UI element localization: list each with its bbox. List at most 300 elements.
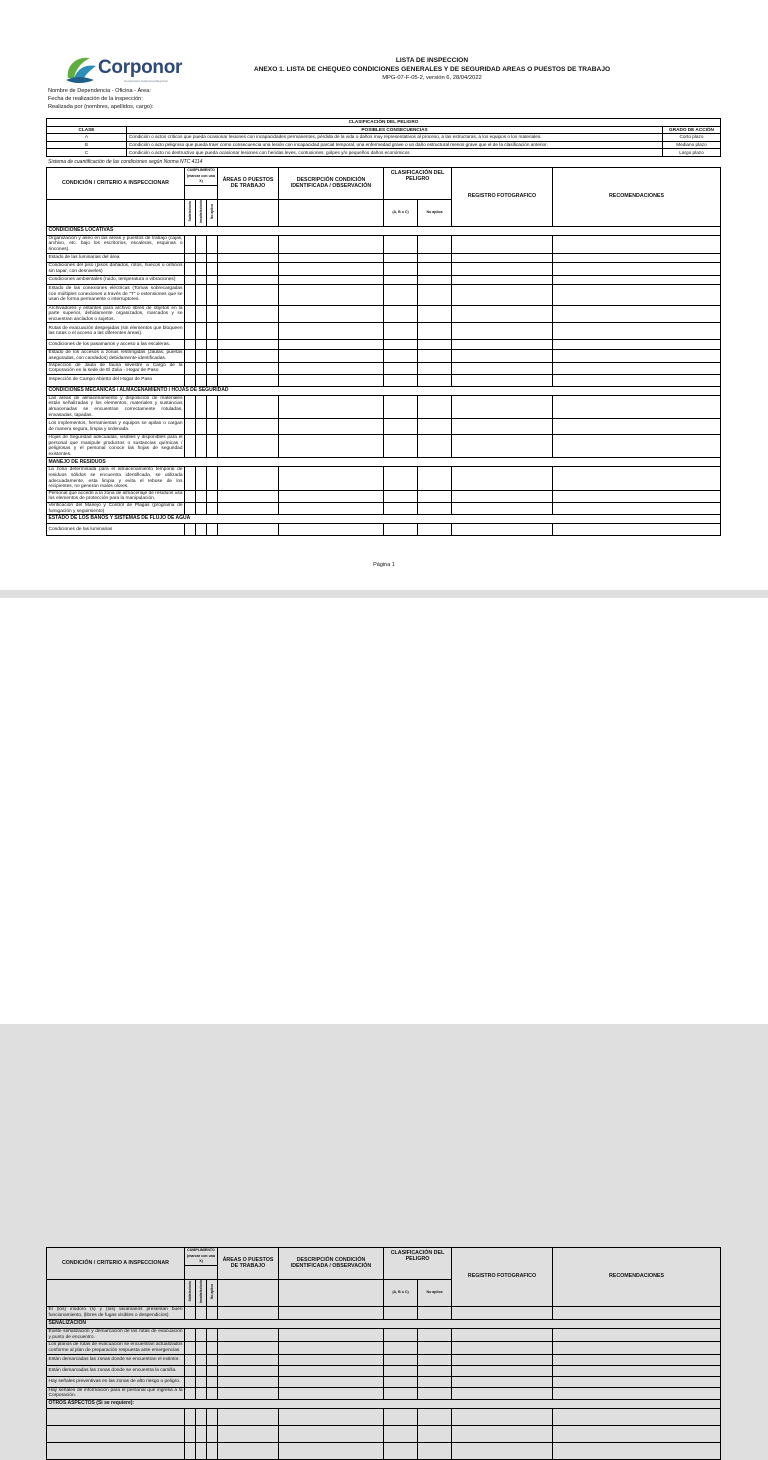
recommendation-cell[interactable] <box>553 235 721 253</box>
danger-na-cell[interactable] <box>418 1341 452 1354</box>
satisfactory-checkbox[interactable] <box>185 275 196 284</box>
danger-na-cell[interactable] <box>418 1365 452 1376</box>
photo-cell[interactable] <box>452 235 553 253</box>
not-applicable-checkbox[interactable] <box>207 467 218 490</box>
not-applicable-checkbox[interactable] <box>207 1387 218 1399</box>
satisfactory-checkbox[interactable] <box>185 524 196 536</box>
danger-class-cell[interactable] <box>384 524 418 536</box>
blank-cell[interactable] <box>418 1425 452 1442</box>
hazard-table-title: CLASIFICACIÓN DEL PELIGRO <box>47 119 721 127</box>
areas-cell[interactable] <box>218 1365 279 1376</box>
blank-row <box>47 1425 721 1442</box>
photo-cell[interactable] <box>452 395 553 418</box>
unsatisfactory-checkbox[interactable] <box>196 305 207 323</box>
unsatisfactory-checkbox[interactable] <box>196 374 207 386</box>
description-cell[interactable] <box>279 1387 384 1399</box>
danger-class-cell[interactable] <box>384 467 418 490</box>
not-applicable-checkbox[interactable] <box>207 1306 218 1319</box>
description-cell[interactable] <box>279 503 384 515</box>
photo-cell[interactable] <box>452 467 553 490</box>
unsatisfactory-checkbox[interactable] <box>196 1387 207 1399</box>
areas-cell[interactable] <box>218 350 279 362</box>
recommendation-cell[interactable] <box>553 467 721 490</box>
photo-cell[interactable] <box>452 253 553 262</box>
not-applicable-checkbox[interactable] <box>207 419 218 435</box>
satisfactory-checkbox[interactable] <box>185 419 196 435</box>
unsatisfactory-checkbox[interactable] <box>196 235 207 253</box>
description-cell[interactable] <box>279 524 384 536</box>
hazard-classification-table <box>46 118 721 157</box>
not-applicable-checkbox[interactable] <box>207 490 218 502</box>
recommendation-cell[interactable] <box>553 284 721 305</box>
danger-class-cell[interactable] <box>384 395 418 418</box>
satisfactory-checkbox[interactable] <box>185 1365 196 1376</box>
recommendation-cell[interactable] <box>553 275 721 284</box>
photo-cell[interactable] <box>452 262 553 275</box>
blank-cell[interactable] <box>218 1442 279 1459</box>
not-applicable-checkbox[interactable] <box>207 374 218 386</box>
description-cell[interactable] <box>279 284 384 305</box>
col-unsatisfactory: Insatisfactorio <box>196 1280 207 1307</box>
blank-cell[interactable] <box>384 1408 418 1425</box>
document-header <box>200 56 664 83</box>
areas-cell[interactable] <box>218 284 279 305</box>
unsatisfactory-checkbox[interactable] <box>196 262 207 275</box>
recommendation-cell[interactable] <box>553 323 721 340</box>
areas-cell[interactable] <box>218 467 279 490</box>
recommendation-cell[interactable] <box>553 490 721 502</box>
danger-na-cell[interactable] <box>418 1354 452 1365</box>
satisfactory-checkbox[interactable] <box>185 467 196 490</box>
blank-cell[interactable] <box>279 1425 384 1442</box>
recommendation-cell[interactable] <box>553 350 721 362</box>
danger-na-cell[interactable] <box>418 362 452 374</box>
criteria-spacer <box>47 1280 185 1307</box>
photo-cell[interactable] <box>452 419 553 435</box>
satisfactory-checkbox[interactable] <box>185 323 196 340</box>
unsatisfactory-checkbox[interactable] <box>196 1354 207 1365</box>
danger-class-cell[interactable] <box>384 253 418 262</box>
col-abc: (A, B o C) <box>384 200 418 227</box>
blank-cell[interactable] <box>196 1408 207 1425</box>
blank-cell[interactable] <box>553 1442 721 1459</box>
hazard-col-consequences: POSIBLES CONSECUENCIAS <box>127 126 663 134</box>
col-na: No aplica <box>418 200 452 227</box>
not-applicable-checkbox[interactable] <box>207 395 218 418</box>
danger-class-cell[interactable] <box>384 1306 418 1319</box>
photo-cell[interactable] <box>452 1376 553 1387</box>
danger-na-cell[interactable] <box>418 305 452 323</box>
photo-cell[interactable] <box>452 1341 553 1354</box>
satisfactory-checkbox[interactable] <box>185 435 196 458</box>
description-cell[interactable] <box>279 1328 384 1341</box>
checklist-row <box>47 395 721 418</box>
not-applicable-checkbox[interactable] <box>207 1365 218 1376</box>
areas-cell[interactable] <box>218 419 279 435</box>
blank-cell[interactable] <box>47 1442 185 1459</box>
col-not-applicable: No aplica <box>207 200 218 227</box>
description-cell[interactable] <box>279 467 384 490</box>
blank-cell[interactable] <box>384 1442 418 1459</box>
description-cell[interactable] <box>279 435 384 458</box>
recommendation-cell[interactable] <box>553 1387 721 1399</box>
not-applicable-checkbox[interactable] <box>207 262 218 275</box>
photo-cell[interactable] <box>452 323 553 340</box>
criterion-text: Inspección de Campo Abierto del Hogar de Paso <box>47 374 185 386</box>
blank-cell[interactable] <box>185 1442 196 1459</box>
document-title: LISTA DE INSPECCION <box>395 57 469 64</box>
unsatisfactory-checkbox[interactable] <box>196 395 207 418</box>
unsatisfactory-checkbox[interactable] <box>196 467 207 490</box>
description-cell[interactable] <box>279 253 384 262</box>
not-applicable-checkbox[interactable] <box>207 340 218 350</box>
areas-cell[interactable] <box>218 340 279 350</box>
blank-cell[interactable] <box>218 1408 279 1425</box>
description-cell[interactable] <box>279 1365 384 1376</box>
danger-na-cell[interactable] <box>418 1387 452 1399</box>
photo-cell[interactable] <box>452 340 553 350</box>
description-cell[interactable] <box>279 1341 384 1354</box>
areas-cell[interactable] <box>218 253 279 262</box>
not-applicable-checkbox[interactable] <box>207 275 218 284</box>
description-cell[interactable] <box>279 374 384 386</box>
not-applicable-checkbox[interactable] <box>207 305 218 323</box>
blank-cell[interactable] <box>196 1442 207 1459</box>
description-cell[interactable] <box>279 362 384 374</box>
photo-cell[interactable] <box>452 503 553 515</box>
satisfactory-checkbox[interactable] <box>185 1328 196 1341</box>
criterion-text: Personal que accede a la zona de almacenaje de residuos usa los elementos de protección para la manipulación. <box>48 490 183 502</box>
photo-cell[interactable] <box>452 305 553 323</box>
photo-cell[interactable] <box>452 435 553 458</box>
unsatisfactory-checkbox[interactable] <box>196 503 207 515</box>
areas-cell[interactable] <box>218 524 279 536</box>
areas-cell[interactable] <box>218 490 279 502</box>
danger-class-cell[interactable] <box>384 374 418 386</box>
danger-class-cell[interactable] <box>384 350 418 362</box>
corponor-leaf-icon <box>64 54 98 84</box>
not-applicable-checkbox[interactable] <box>207 1354 218 1365</box>
blank-cell[interactable] <box>279 1408 384 1425</box>
description-cell[interactable] <box>279 305 384 323</box>
photo-cell[interactable] <box>452 284 553 305</box>
logo-wordmark: Corponor <box>98 57 183 78</box>
danger-na-cell[interactable] <box>418 435 452 458</box>
not-applicable-checkbox[interactable] <box>207 1341 218 1354</box>
danger-class-cell[interactable] <box>384 1376 418 1387</box>
unsatisfactory-checkbox[interactable] <box>196 1306 207 1319</box>
unsatisfactory-checkbox[interactable] <box>196 350 207 362</box>
checklist-row <box>47 1328 721 1341</box>
blank-cell[interactable] <box>418 1408 452 1425</box>
unsatisfactory-checkbox[interactable] <box>196 275 207 284</box>
satisfactory-checkbox[interactable] <box>185 284 196 305</box>
description-cell[interactable] <box>279 1376 384 1387</box>
satisfactory-checkbox[interactable] <box>185 490 196 502</box>
blank-cell[interactable] <box>553 1408 721 1425</box>
checklist-table-page-1 <box>46 167 721 536</box>
description-cell[interactable] <box>279 1354 384 1365</box>
not-applicable-checkbox[interactable] <box>207 435 218 458</box>
blank-cell[interactable] <box>418 1442 452 1459</box>
photo-cell[interactable] <box>452 1365 553 1376</box>
danger-class-cell[interactable] <box>384 490 418 502</box>
satisfactory-checkbox[interactable] <box>185 1354 196 1365</box>
unsatisfactory-checkbox[interactable] <box>196 524 207 536</box>
not-applicable-checkbox[interactable] <box>207 323 218 340</box>
areas-cell[interactable] <box>218 395 279 418</box>
areas-cell[interactable] <box>218 1328 279 1341</box>
danger-class-cell[interactable] <box>384 1341 418 1354</box>
blank-cell[interactable] <box>384 1425 418 1442</box>
unsatisfactory-checkbox[interactable] <box>196 1365 207 1376</box>
danger-na-cell[interactable] <box>418 395 452 418</box>
areas-cell[interactable] <box>218 503 279 515</box>
not-applicable-checkbox[interactable] <box>207 350 218 362</box>
col-recommendations: RECOMENDACIONES <box>553 1248 721 1307</box>
blank-cell[interactable] <box>218 1425 279 1442</box>
danger-na-cell[interactable] <box>418 503 452 515</box>
areas-cell[interactable] <box>218 275 279 284</box>
danger-na-cell[interactable] <box>418 340 452 350</box>
not-applicable-checkbox[interactable] <box>207 1328 218 1341</box>
checklist-row <box>47 1341 721 1354</box>
recommendation-cell[interactable] <box>553 262 721 275</box>
danger-na-cell[interactable] <box>418 235 452 253</box>
satisfactory-checkbox[interactable] <box>185 340 196 350</box>
section-title: SEÑALIZACION <box>47 1319 721 1328</box>
criterion-text: Están demarcadas las zonas donde se encuentra la camilla. <box>47 1365 185 1376</box>
blank-cell[interactable] <box>47 1425 185 1442</box>
photo-cell[interactable] <box>452 1328 553 1341</box>
photo-cell[interactable] <box>452 1387 553 1399</box>
not-applicable-checkbox[interactable] <box>207 503 218 515</box>
satisfactory-checkbox[interactable] <box>185 503 196 515</box>
description-cell[interactable] <box>279 323 384 340</box>
unsatisfactory-checkbox[interactable] <box>196 490 207 502</box>
danger-na-cell[interactable] <box>418 467 452 490</box>
document-page-1 <box>0 0 768 590</box>
checklist-row <box>47 1387 721 1399</box>
satisfactory-checkbox[interactable] <box>185 262 196 275</box>
description-cell[interactable] <box>279 1306 384 1319</box>
not-applicable-checkbox[interactable] <box>207 253 218 262</box>
hazard-class: C <box>47 149 127 157</box>
description-cell[interactable] <box>279 350 384 362</box>
col-satisfactory: Satisfactorio <box>185 200 196 227</box>
unsatisfactory-checkbox[interactable] <box>196 435 207 458</box>
photo-cell[interactable] <box>452 362 553 374</box>
col-satisfactory: Satisfactorio <box>185 1280 196 1307</box>
satisfactory-checkbox[interactable] <box>185 253 196 262</box>
danger-class-cell[interactable] <box>384 362 418 374</box>
areas-cell[interactable] <box>218 262 279 275</box>
danger-class-cell[interactable] <box>384 1328 418 1341</box>
blank-cell[interactable] <box>553 1425 721 1442</box>
danger-na-cell[interactable] <box>418 323 452 340</box>
areas-cell[interactable] <box>218 362 279 374</box>
danger-na-cell[interactable] <box>418 1328 452 1341</box>
blank-cell[interactable] <box>185 1425 196 1442</box>
description-cell[interactable] <box>279 340 384 350</box>
recommendation-cell[interactable] <box>553 419 721 435</box>
recommendation-cell[interactable] <box>553 395 721 418</box>
recommendation-cell[interactable] <box>553 524 721 536</box>
unsatisfactory-checkbox[interactable] <box>196 1341 207 1354</box>
satisfactory-checkbox[interactable] <box>185 350 196 362</box>
danger-na-cell[interactable] <box>418 284 452 305</box>
recommendation-cell[interactable] <box>553 435 721 458</box>
criterion-text: El (los) inodoro (s) y (los) lavamanos presentan buen funcionamiento, (libres de fugas visibles o despendicios) <box>48 1307 183 1318</box>
danger-class-cell[interactable] <box>384 275 418 284</box>
areas-cell[interactable] <box>218 235 279 253</box>
danger-class-cell[interactable] <box>384 323 418 340</box>
unsatisfactory-checkbox[interactable] <box>196 323 207 340</box>
areas-cell[interactable] <box>218 305 279 323</box>
blank-cell[interactable] <box>452 1442 553 1459</box>
blank-cell[interactable] <box>207 1425 218 1442</box>
danger-class-cell[interactable] <box>384 1365 418 1376</box>
areas-cell[interactable] <box>218 374 279 386</box>
blank-cell[interactable] <box>196 1425 207 1442</box>
unsatisfactory-checkbox[interactable] <box>196 419 207 435</box>
description-cell[interactable] <box>279 235 384 253</box>
checklist-header-row-1 <box>47 168 721 186</box>
recommendation-cell[interactable] <box>553 503 721 515</box>
danger-class-cell[interactable] <box>384 503 418 515</box>
unsatisfactory-checkbox[interactable] <box>196 1328 207 1341</box>
not-applicable-checkbox[interactable] <box>207 284 218 305</box>
blank-cell[interactable] <box>47 1408 185 1425</box>
areas-cell[interactable] <box>218 1306 279 1319</box>
recommendation-cell[interactable] <box>553 1328 721 1341</box>
photo-cell[interactable] <box>452 1306 553 1319</box>
description-cell[interactable] <box>279 490 384 502</box>
satisfactory-checkbox[interactable] <box>185 235 196 253</box>
photo-cell[interactable] <box>452 275 553 284</box>
checklist-section <box>47 226 721 235</box>
recommendation-cell[interactable] <box>553 362 721 374</box>
satisfactory-checkbox[interactable] <box>185 395 196 418</box>
not-applicable-checkbox[interactable] <box>207 362 218 374</box>
satisfactory-checkbox[interactable] <box>185 1306 196 1319</box>
blank-cell[interactable] <box>279 1442 384 1459</box>
photo-cell[interactable] <box>452 490 553 502</box>
recommendation-cell[interactable] <box>553 1354 721 1365</box>
danger-na-cell[interactable] <box>418 374 452 386</box>
recommendation-cell[interactable] <box>553 305 721 323</box>
areas-cell[interactable] <box>218 1341 279 1354</box>
danger-class-cell[interactable] <box>384 1354 418 1365</box>
danger-na-cell[interactable] <box>418 1306 452 1319</box>
recommendation-cell[interactable] <box>553 1376 721 1387</box>
danger-na-cell[interactable] <box>418 275 452 284</box>
description-cell[interactable] <box>279 419 384 435</box>
recommendation-cell[interactable] <box>553 253 721 262</box>
hazard-row <box>47 134 721 142</box>
satisfactory-checkbox[interactable] <box>185 362 196 374</box>
section-title: ESTADO DE LOS BAÑOS Y SISTEMAS DE FLUJO DE AGUA <box>47 515 721 524</box>
recommendation-cell[interactable] <box>553 1365 721 1376</box>
hazard-row <box>47 141 721 149</box>
photo-cell[interactable] <box>452 374 553 386</box>
blank-cell[interactable] <box>452 1408 553 1425</box>
checklist-row <box>47 305 721 323</box>
areas-cell[interactable] <box>218 1387 279 1399</box>
satisfactory-checkbox[interactable] <box>185 1387 196 1399</box>
not-applicable-checkbox[interactable] <box>207 235 218 253</box>
areas-cell[interactable] <box>218 1354 279 1365</box>
unsatisfactory-checkbox[interactable] <box>196 1376 207 1387</box>
checklist-row <box>47 275 721 284</box>
description-cell[interactable] <box>279 262 384 275</box>
recommendation-cell[interactable] <box>553 1341 721 1354</box>
not-applicable-checkbox[interactable] <box>207 1376 218 1387</box>
areas-cell[interactable] <box>218 435 279 458</box>
danger-class-cell[interactable] <box>384 284 418 305</box>
danger-class-cell[interactable] <box>384 419 418 435</box>
danger-na-cell[interactable] <box>418 1376 452 1387</box>
satisfactory-checkbox[interactable] <box>185 374 196 386</box>
blank-cell[interactable] <box>207 1408 218 1425</box>
photo-cell[interactable] <box>452 350 553 362</box>
danger-na-cell[interactable] <box>418 350 452 362</box>
criterion-text: Los implementos, herramientas y equipos se apilan o cargan de manera segura, limpia y ordenada. <box>47 419 185 435</box>
unsatisfactory-checkbox[interactable] <box>196 362 207 374</box>
criterion-text: Rutas de evacuación despejadas (sin elementos que bloqueen las rutas o el acceso a las diferentes áreas). <box>47 323 185 340</box>
danger-class-cell[interactable] <box>384 235 418 253</box>
danger-class-cell[interactable] <box>384 340 418 350</box>
col-compliance <box>185 1248 218 1266</box>
unsatisfactory-checkbox[interactable] <box>196 253 207 262</box>
unsatisfactory-checkbox[interactable] <box>196 340 207 350</box>
blank-cell[interactable] <box>452 1425 553 1442</box>
checklist-row <box>47 323 721 340</box>
satisfactory-checkbox[interactable] <box>185 1376 196 1387</box>
danger-class-cell[interactable] <box>384 435 418 458</box>
danger-na-cell[interactable] <box>418 262 452 275</box>
criterion-text: Los planos de rutas de evacuación se encuentran actualizados conforme al plan de preparación respuesta ante emergencias. <box>48 1342 183 1353</box>
description-cell[interactable] <box>279 395 384 418</box>
photo-cell[interactable] <box>452 1354 553 1365</box>
satisfactory-checkbox[interactable] <box>185 305 196 323</box>
blank-cell[interactable] <box>207 1442 218 1459</box>
danger-class-cell[interactable] <box>384 1387 418 1399</box>
recommendation-cell[interactable] <box>553 374 721 386</box>
danger-na-cell[interactable] <box>418 253 452 262</box>
col-recommendations: RECOMENDACIONES <box>553 168 721 227</box>
checklist-row <box>47 1306 721 1319</box>
danger-na-cell[interactable] <box>418 490 452 502</box>
blank-cell[interactable] <box>185 1408 196 1425</box>
danger-na-cell[interactable] <box>418 524 452 536</box>
recommendation-cell[interactable] <box>553 1306 721 1319</box>
satisfactory-checkbox[interactable] <box>185 1341 196 1354</box>
danger-class-cell[interactable] <box>384 262 418 275</box>
areas-cell[interactable] <box>218 1376 279 1387</box>
not-applicable-checkbox[interactable] <box>207 524 218 536</box>
danger-class-cell[interactable] <box>384 305 418 323</box>
areas-cell[interactable] <box>218 323 279 340</box>
col-areas: ÁREAS O PUESTOS DE TRABAJO <box>218 168 279 200</box>
danger-na-cell[interactable] <box>418 419 452 435</box>
checklist-row <box>47 490 721 502</box>
description-spacer <box>279 1280 384 1307</box>
photo-cell[interactable] <box>452 524 553 536</box>
description-cell[interactable] <box>279 275 384 284</box>
recommendation-cell[interactable] <box>553 340 721 350</box>
unsatisfactory-checkbox[interactable] <box>196 284 207 305</box>
